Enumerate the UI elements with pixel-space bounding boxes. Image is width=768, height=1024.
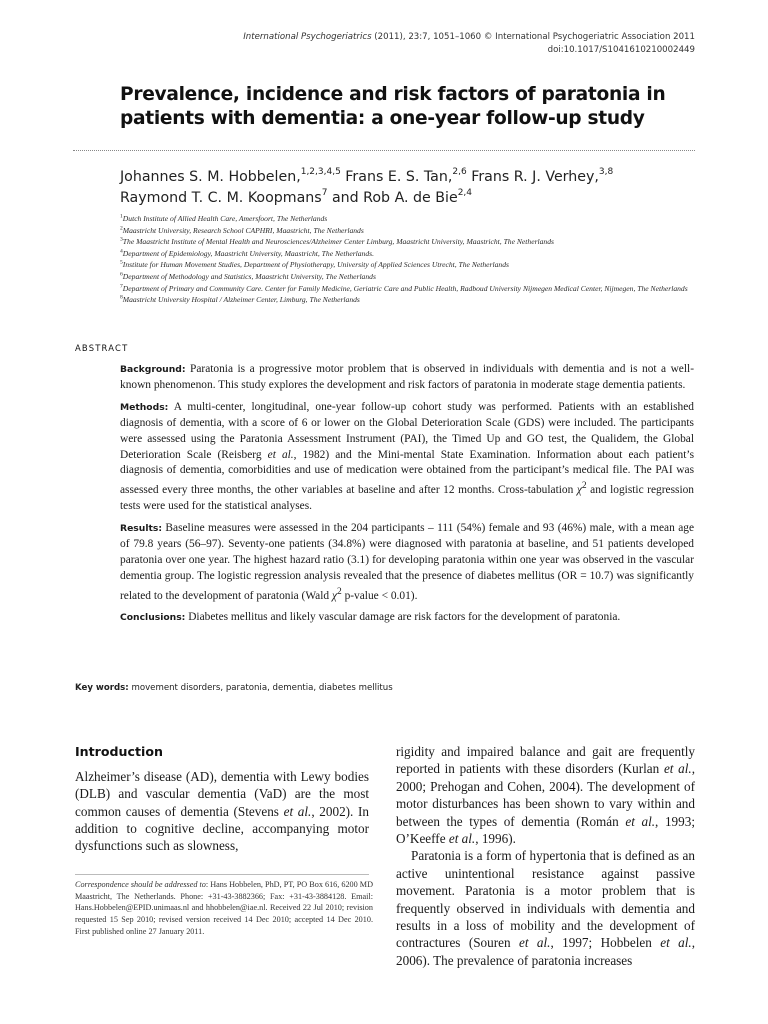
intro-etal: et al. xyxy=(283,803,312,819)
affiliation-item xyxy=(120,213,700,225)
methods-etal: et al. xyxy=(267,448,294,461)
affiliation-number: 5 xyxy=(120,259,123,266)
article-title: Prevalence, incidence and risk factors of paratonia in patients with dementia: a one-year follow-up study xyxy=(120,84,666,129)
affiliation-number: 2 xyxy=(120,225,123,232)
keywords-text: movement disorders, paratonia, dementia, diabetes mellitus xyxy=(128,683,393,693)
intro-text: Paratonia is a form of hypertonia that is defined as an active unintentional resistance against passive movement. Paratonia is a motor problem that is frequently observed in individuals with dementia and results in a loss of mobility and the development of contractures (Souren xyxy=(396,848,695,951)
intro-text: , 1993; O’Keeffe xyxy=(396,813,695,847)
citation-line xyxy=(243,31,695,44)
intro-text: , 1997; Hobbelen xyxy=(550,935,661,951)
abstract-label: ABSTRACT xyxy=(75,343,129,353)
abstract-methods xyxy=(120,400,694,515)
intro-text: rigidity and impaired balance and gait are frequently reported in patients with these disorders (Kurlan xyxy=(396,744,695,777)
results-label: Results: xyxy=(120,522,162,534)
intro-text: , 2000; Prehogan and Cohen, 2004). The development of motor disturbances has been shown to vary within and between the types of dementia (Román xyxy=(396,761,695,829)
affiliation-number: 8 xyxy=(120,294,123,301)
intro-paragraph xyxy=(396,847,695,969)
intro-text: , 2006). The prevalence of paratonia increases xyxy=(396,935,695,968)
correspondence-footnote xyxy=(75,879,373,938)
affiliation-number: 7 xyxy=(120,283,123,290)
author-affiliation-marks: 2,4 xyxy=(457,188,473,199)
author-affiliation-marks: 2,6 xyxy=(452,167,467,178)
intro-etal: et al. xyxy=(625,813,656,829)
methods-chi-symbol: χ xyxy=(576,484,582,497)
abstract-background xyxy=(120,362,694,394)
affiliation-number: 4 xyxy=(120,248,123,255)
affiliation-item xyxy=(120,283,700,295)
affiliation-number: 6 xyxy=(120,271,123,278)
intro-etal: et al. xyxy=(660,935,692,951)
affiliation-text: Department of Methodology and Statistics, Maastricht University, The Netherlands xyxy=(122,271,376,281)
introduction-heading: Introduction xyxy=(75,744,163,759)
affiliation-item xyxy=(120,259,700,271)
affiliation-item xyxy=(120,271,700,283)
keywords-line xyxy=(75,683,393,693)
abstract-body xyxy=(120,362,694,632)
journal-name: International Psychogeriatrics xyxy=(243,32,372,42)
abstract-results xyxy=(120,521,694,604)
author-affiliation-marks: 1,2,3,4,5 xyxy=(300,167,341,178)
results-chi-symbol: χ xyxy=(331,589,337,602)
results-text: p-value < 0.01). xyxy=(341,589,418,602)
affiliation-number: 1 xyxy=(120,213,123,220)
results-chi-exponent: 2 xyxy=(336,586,342,597)
affiliation-item xyxy=(120,294,700,306)
author-affiliation-marks: 3,8 xyxy=(598,167,614,178)
author-list xyxy=(120,167,710,209)
affiliation-item xyxy=(120,248,700,260)
footnote-divider xyxy=(75,874,369,875)
affiliation-text: Dutch Institute of Allied Health Care, Amersfoort, The Netherlands xyxy=(122,214,328,223)
methods-text: A multi-center, longitudinal, one-year follow-up cohort study was performed. Patients with an established diagnosis of dementia, with a score of 6 or lower on the Global Deterioration Scale (GDS) were included. The participants were assessed using the Paratonia Assessment Instrument (PAI), the Timed Up and GO test, the Qualidem, the Global Deterioration Scale (Reisberg xyxy=(120,400,694,461)
affiliation-text: Department of Primary and Community Care. Center for Family Medicine, Geriatric Care and Public Health, Radboud University Nijmegen Medical Center, Nijmegen, The Netherlands xyxy=(122,283,688,293)
affiliation-text: Institute for Human Movement Studies, Department of Physiotherapy, University of Applied Sciences Utrecht, The Netherlands xyxy=(122,260,509,270)
title-divider xyxy=(73,150,695,151)
affiliation-item xyxy=(120,225,700,237)
background-text: Paratonia is a progressive motor problem that is observed in individuals with dementia and is not a well-known phenomenon. This study explores the development and risk factors of paratonia in moderate stage dementia patients. xyxy=(120,363,694,391)
affiliation-text: Department of Epidemiology, Maastricht University, Maastricht, The Netherlands. xyxy=(122,248,374,258)
methods-chi-exponent: 2 xyxy=(581,481,587,492)
results-text: Baseline measures were assessed in the 204 participants – 111 (54%) female and 93 (46%) male, with a mean age of 79.8 years (56–97). Seventy-one patients (34.8%) were diagnosed with paratonia at baseline, and 51 patients developed paratonia over one year. The highest hazard ratio (3.1) for developing paratonia within one year was observed in the vascular dementia group. The logistic regression analysis revealed that the presence of diabetes mellitus (OR = 10.7) was significantly related to the development of paratonia (Wald xyxy=(120,521,694,602)
affiliation-list xyxy=(120,213,700,306)
citation-text: (2011), 23:7, 1051–1060 © International Psychogeriatric Association 2011 xyxy=(371,32,695,42)
background-label: Background: xyxy=(120,364,186,375)
intro-etal: et al. xyxy=(663,761,692,777)
author-name: Frans R. J. Verhey, xyxy=(466,169,599,185)
intro-left-column xyxy=(75,768,369,854)
author-name: and Rob A. de Bie xyxy=(327,190,458,206)
author-name: Johannes S. M. Hobbelen, xyxy=(120,169,301,185)
conclusions-text: Diabetes mellitus and likely vascular damage are risk factors for the development of paratonia. xyxy=(185,611,621,624)
affiliation-text: The Maastricht Institute of Mental Health and Neurosciences/Alzheimer Center Limburg, Maastricht University, Maastricht, The Netherlands xyxy=(122,237,554,247)
affiliation-item xyxy=(120,236,700,248)
methods-text: and logistic regression tests were used for the statistical analyses. xyxy=(120,484,694,513)
footnote-text: : Hans Hobbelen, PhD, PT, PO Box 616, 6200 MD Maastricht, The Netherlands. Phone: +31-43-3882366; Fax: +31-43-3884128. Email: Hans.Hobbelen@EPID.unimaas.nl and hhobbelen@iae.nl. Received 22 Jul 2010; revision requested 15 Sep 2010; revised version received 14 Dec 2010; accepted 14 Dec 2010. First published online 27 January 2011. xyxy=(75,880,373,936)
intro-paragraph xyxy=(396,743,695,847)
author-name: Raymond T. C. M. Koopmans xyxy=(120,190,322,206)
intro-text: , 2002). In addition to cognitive decline, accompanying motor dysfunctions such as slowness, xyxy=(75,803,369,854)
intro-text: Alzheimer’s disease (AD), dementia with Lewy bodies (DLB) and vascular dementia (VaD) are the most common causes of dementia (Stevens xyxy=(75,769,369,819)
intro-right-column xyxy=(396,743,695,969)
keywords-label: Key words: xyxy=(75,683,129,693)
affiliation-text: Maastricht University, Research School CAPHRI, Maastricht, The Netherlands xyxy=(122,225,364,235)
footnote-label: Correspondence should be addressed to xyxy=(75,880,206,889)
author-affiliation-marks: 7 xyxy=(321,188,328,199)
intro-etal: et al. xyxy=(518,935,551,951)
abstract-conclusions xyxy=(120,610,694,626)
journal-header xyxy=(243,31,695,56)
methods-label: Methods: xyxy=(120,401,169,413)
intro-text: , 1996). xyxy=(475,831,516,847)
intro-etal: et al. xyxy=(448,831,476,847)
author-name: Frans E. S. Tan, xyxy=(340,169,453,185)
affiliation-text: Maastricht University Hospital / Alzheimer Center, Limburg, The Netherlands xyxy=(122,295,360,305)
methods-text: , 1982) and the Mini-mental State Examination. Information about each patient’s diagnosis of dementia, comorbidities and use of medication were obtained from the participant’s medical file. The PAI was assessed every three months, the other variables at baseline and after 12 months. Cross-tabulation xyxy=(120,448,694,497)
doi-line: doi:10.1017/S1041610210002449 xyxy=(547,44,695,55)
conclusions-label: Conclusions: xyxy=(120,612,186,624)
affiliation-number: 3 xyxy=(120,236,123,243)
